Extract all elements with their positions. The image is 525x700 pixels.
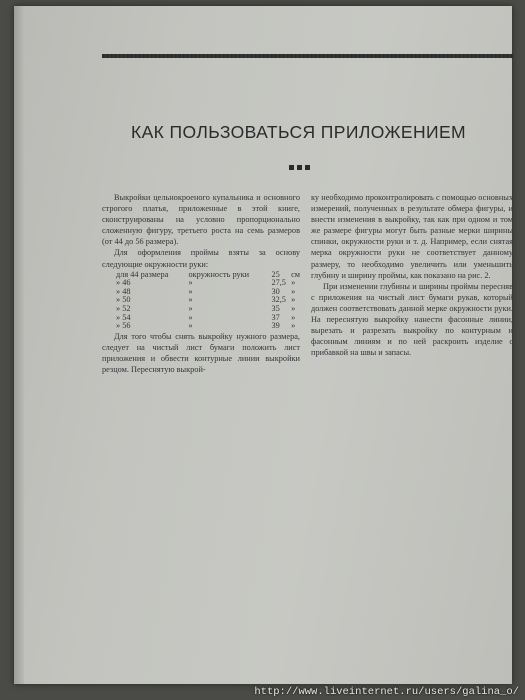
table-cell-label: » 56 [116, 321, 131, 331]
watermark-url: http://www.liveinternet.ru/users/galina_o/ [254, 686, 519, 698]
table-cell-label: » 48 [116, 286, 131, 296]
table-cell-measure: » [188, 286, 193, 296]
table-cell-label: » 50 [116, 295, 131, 305]
left-column [102, 192, 300, 375]
table-cell-label: » 46 [116, 278, 131, 288]
arm-circumference-table [116, 271, 300, 331]
ornament-square [289, 165, 294, 170]
table-cell-value: 37 [271, 312, 280, 322]
right-column [311, 192, 513, 358]
table-cell-unit: » [291, 278, 296, 288]
table-cell-measure: » [188, 312, 193, 322]
table-cell-measure: » [188, 304, 193, 314]
table-cell-label: » 54 [116, 312, 131, 322]
top-decorative-rule [102, 54, 514, 58]
table-intro-paragraph: Для оформления проймы взяты за основу следующие окружности руки: [102, 248, 300, 269]
table-cell-value: 32,5 [271, 295, 286, 305]
ornament-square [305, 165, 310, 170]
right-paragraph-1: ку необходимо проконтролировать с помощью основных измерений, полученных в результате обмера фигуры, и внести изменения в выкройку, так как при одном и том же размере фигуры могут быть разные мерки ширины спинки, окружности руки и т. д. Например, если снятая мерка окружности руки не соответствует данному размеру, то необходимо увеличить или уменьшить глубину и ширину проймы, как показано на рис. 2. [311, 193, 513, 280]
table-cell-measure: окружность руки [188, 269, 250, 279]
table-cell-unit: » [291, 304, 296, 314]
table-cell-value: 35 [271, 304, 280, 314]
table-row [116, 322, 300, 331]
table-cell-measure: » [188, 295, 193, 305]
table-cell-label: для 44 размера [116, 269, 169, 279]
page-title: КАК ПОЛЬЗОВАТЬСЯ ПРИЛОЖЕНИЕМ [131, 122, 467, 142]
table-cell-unit: » [291, 312, 296, 322]
table-cell-value: 25 [271, 269, 280, 279]
table-cell-unit: » [291, 321, 296, 331]
table-cell-unit: » [291, 286, 296, 296]
intro-paragraph: Выкройки цельнокроеного купальника и основного строгого платья, приложенные в этой книге, сконструированы на условно пропорционально сложенную фигуру, третьего роста на семь размеров (от 44 до 56 размера). [102, 193, 300, 247]
right-paragraph-2: При изменении глубины и ширины проймы пересняв с приложения на чистый лист бумаги рукав, который должен соответствовать данной мерке окружности руки. На переснятую выкройку нанести фасонные линии, вырезать и разрезать выкройку по контурным и фасонным линиям и по ней раскроить изделие с прибавкой на швы и запасы. [311, 281, 513, 358]
title-ornament [289, 157, 313, 175]
table-cell-measure: » [188, 278, 193, 288]
table-cell-value: 39 [271, 321, 280, 331]
after-table-paragraph: Для того чтобы снять выкройку нужного размера, следует на чистый лист бумаги положить лист приложения и обвести контурные линии выкройки резцом. Переснятую выкрой- [102, 331, 300, 375]
table-cell-value: 27,5 [271, 278, 286, 288]
table-cell-measure: » [188, 321, 193, 331]
table-cell-unit: см [291, 269, 300, 279]
book-page [14, 6, 512, 684]
table-cell-value: 30 [271, 286, 280, 296]
table-cell-label: » 52 [116, 304, 131, 314]
page-edge-shadow [14, 6, 24, 684]
table-cell-unit: » [291, 295, 296, 305]
ornament-square [297, 165, 302, 170]
